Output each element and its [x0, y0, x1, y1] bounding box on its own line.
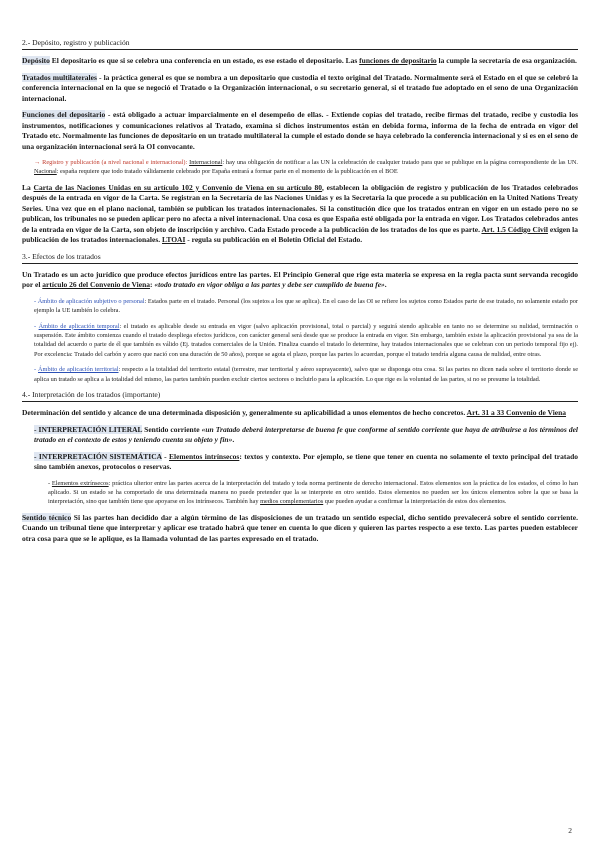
dash: - — [34, 322, 39, 330]
text: El depositario es que si se celebra una conferencia en un estado, es ese estado el depositario. Las — [49, 56, 360, 65]
text: Determinación del sentido y alcance de una determinada disposición y, generalmente su aplicabilidad a unos elementos de hecho concretos. — [22, 408, 467, 418]
text: , establecen la obligación de registro y publicación de los Tratados celebrados después de la entrada en vigor de la Carta. Se registran en la Secretaría de las Naciones Unidas y es la Secretaría la que procede a su publicación en la United Nations Treaty Series. Una vez que en el plano nacional, también se publican los tratados internacionales. Si la constitución dice que los tratados entran en vigor en un estado pero no se publican, los tribunales no se pueden aplicar pero no afecta a nivel internacional. Una cosa es que España esté obligada por la entrada en vigor. Los Tratados celebrados antes de la entrada en vigor de la Carta, son objeto de inscripción y archivo. Cada Estado procede a la publicación de los tratados de los que es parte. — [22, 182, 578, 234]
paragraph-interpretacion-sistematica — [34, 452, 578, 473]
term-tratados-multilaterales: Tratados multilaterales — [22, 72, 97, 82]
document-page — [22, 38, 578, 550]
text: : hay una obligación de notificar a las UN la celebración de cualquier tratado para que se publique en la página correspondiente de las UN. — [222, 159, 579, 166]
section-title-efectos — [22, 252, 578, 264]
note-registro-publicacion — [34, 158, 578, 177]
dash: - — [34, 297, 38, 305]
paragraph-elementos-extrinsecos — [48, 479, 578, 507]
section-title-text: 4.- Interpretación de los tratados (importante) — [22, 390, 161, 400]
paragraph-interpretacion-intro — [22, 408, 578, 419]
term-deposito: Depósito — [22, 56, 50, 65]
link-elementos-extrinsecos[interactable]: Elementos extrínsecos — [51, 479, 109, 487]
label-interpretacion-sistematica: - INTERPRETACIÓN SISTEMÁTICA — [34, 451, 162, 461]
text: - — [161, 451, 169, 461]
note-keyword-internacional: Internacional — [189, 159, 223, 166]
dash: - — [34, 366, 38, 374]
text: : Estados parte en el tratado. Personal (los sujetos a los que se aplica). En el caso de las OI se refiere los sujetos como Estados parte de ese tratado, no solamente estado por ejemplo la UE también lo celebra. — [34, 297, 579, 315]
text: . — [384, 280, 387, 290]
item-ambito-subjetivo — [34, 297, 578, 316]
text: La — [22, 182, 34, 192]
label-ambito-territorial: Ámbito de aplicación territorial — [38, 366, 119, 374]
paragraph-sentido-tecnico — [22, 513, 578, 545]
section-title-text: 3.- Efectos de los tratados — [22, 251, 101, 261]
text: : — [150, 280, 155, 290]
text: exigen la publicación de los tratados internacionales. — [22, 224, 578, 245]
text: Sentido corriente — [142, 424, 202, 434]
link-funciones-depositario[interactable]: funciones de depositario — [359, 56, 437, 65]
text: : respecto a la totalidad del territorio estatal (terrestre, mar territorial y aéreo suprayacente), salvo que se disponga otra cosa. Si las partes no dicen nada sobre el territorio donde se aplica un tratado se aplica a la totalidad del mismo, las partes también pueden excluir ciertos sectores o incluirlo para la aplicación. Lo que rige es la voluntad de las partes, si no se presume la totalidad. — [34, 366, 579, 383]
label-interpretacion-literal: - INTERPRETACIÓN LITERAL — [34, 424, 143, 434]
paragraph-pacta-sunt-servanda — [22, 270, 578, 291]
text: : españa requiere que todo tratado válidamente celebrado por España entrará a formar parte en el momento de la publicación en el BOE — [56, 168, 398, 176]
quote-literal: «un Tratado deberá interpretarse de buena fe que conforme al sentido corriente que haya de atribuirse a los términos del tratado en el contexto de estos y teniendo cuenta su objeto y fin» — [34, 424, 578, 445]
label-ambito-temporal: Ámbito de aplicación temporal — [38, 322, 120, 330]
note-lead: → Registro y publicación (a nivel nacional e internacional): — [34, 159, 188, 166]
text: - regula su publicación en el Boletín Oficial del Estado. — [185, 235, 363, 245]
link-articulos-31-33[interactable]: Art. 31 a 33 Convenio de Viena — [466, 408, 567, 418]
term-sentido-tecnico: Sentido técnico — [22, 512, 72, 522]
link-medios-complementarios[interactable]: medios complementarios — [260, 498, 324, 506]
section-title-text: 2.- Depósito, registro y publicación — [22, 38, 130, 47]
note-keyword-nacional: Nacional — [34, 168, 57, 176]
link-codigo-civil[interactable]: Art. 1.5 Código Civil — [481, 224, 548, 234]
text: Un Tratado es un acto jurídico que produce efectos jurídicos entre las partes. El Principio General que rige esta materia se expresa en la regla pacta sunt servanda recogido por el — [22, 269, 578, 290]
text: : práctica ulterior entre las partes acerca de la interpretación del tratado y toda norma pertinente de derecho internacional. Estos elementos son la práctica de los estados, el cómo lo han aplicado. Si un estado se ha comportado de una determinada manera no puede pretender que la se interprete en otro sentido. Estos elementos no pueden ser los únicos elementos sobre la que se basa la interpretación, sino que también tiene que apoyarse en los intrínsecos. También hay — [48, 479, 579, 506]
term-funciones-depositario: Funciones del depositario — [22, 110, 106, 119]
page-number: 2 — [568, 826, 572, 835]
link-elementos-intrinsecos[interactable]: Elementos intrínsecos — [169, 451, 240, 461]
link-ltoai[interactable]: LTOAI — [162, 235, 186, 245]
quote-pacta: «todo tratado en vigor obliga a las partes y debe ser cumplido de buena fe» — [154, 280, 385, 290]
text: - — [48, 479, 52, 487]
text: - está obligado a actuar imparcialmente en el desempeño de ellas. - Extiende copias del tratado, recibe firmas del tratado, recibe y custodia los instrumentos, notificaciones y comunicaciones relativos al Tratado, examina si dichos instrumentos están en debida forma, informa de la fecha de entrada en vigor del Tratado etc. Normalmente las funciones de depositario en un tratado multilateral la cumple el estado donde se haya celebrado la conferencia internacional y si es en el seno de una organización internacional será la OI convocante. — [22, 110, 578, 151]
link-carta-naciones-unidas[interactable]: Carta de las Naciones Unidas en su artículo 102 y Convenio de Viena en su artículo 80 — [33, 182, 323, 192]
paragraph-deposito — [22, 56, 578, 67]
paragraph-tratados-multilaterales — [22, 73, 578, 105]
text: : el tratado es aplicable desde su entrada en vigor (salvo aplicación provisional, total o parcial) y seguirá siendo aplicable en tanto no se determine su nulidad, terminación o suspensión. Este ámbito comienza cuando el tratado despliega efectos jurídicos, con carácter general será desde que se produce la entrada en vigor. Sin embargo, también existe la aplicación provisional ya sea de la totalidad del acuerdo o parte de él que también es válido (Ej. tratados comerciales de la Unión. Finaliza cuando el tratado lo determine, hay tratados internacionales que se celebran con un periodo temporal fijo ej). Por excelencia: Tratado del carbón y acero que nació con una duración de 50 años), porque se agota el plazo, porque las partes lo acuerdan, porque el tratado tendría alguna causa de nulidad, entre otras. — [34, 322, 578, 358]
item-ambito-temporal — [34, 322, 578, 360]
link-articulo-26[interactable]: artículo 26 del Convenio de Viena — [42, 280, 150, 290]
text: : textos y contexto. Por ejemplo, se tiene que tener en cuenta no solamente el texto principal del tratado sino también anexos, protocolos o reservas. — [34, 451, 579, 472]
text: la cumple la secretaría de esa organización. — [436, 56, 577, 65]
paragraph-funciones-depositario — [22, 110, 578, 152]
text: - la práctica general es que se nombra a un depositario que custodia el texto original del Tratado. Normalmente será el Estado en el que se celebró la conferencia internacional en la que se negoció el Tratado o la Organización internacional, o su secretario general, si el tratado fue adoptado en el seno de una Organización internacional. — [22, 72, 578, 103]
section-title-deposito — [22, 38, 578, 50]
item-ambito-territorial — [34, 365, 578, 384]
paragraph-carta-naciones-unidas — [22, 183, 578, 246]
text: Si las partes han decidido dar a algún término de las disposiciones de un tratado un sentido especial, dicho sentido prevalecerá sobre el sentido corriente. Cuando un tribunal tiene que interpretar y aplicar ese tratado habrá que tener en cuenta lo que dicen y quieren las partes respecto a ese texto. Las partes pueden establecer otra cosa para que se le aplique, es la llamada voluntad de las partes expresado en el tratado. — [22, 512, 578, 543]
section-title-interpretacion — [22, 390, 578, 402]
paragraph-interpretacion-literal — [34, 425, 578, 446]
text: que pueden ayudar a confirmar la interpretación de estos dos elementos. — [323, 498, 507, 506]
label-ambito-subjetivo: Ámbito de aplicación subjetivo o personal — [37, 297, 145, 305]
text: . — [232, 435, 235, 445]
